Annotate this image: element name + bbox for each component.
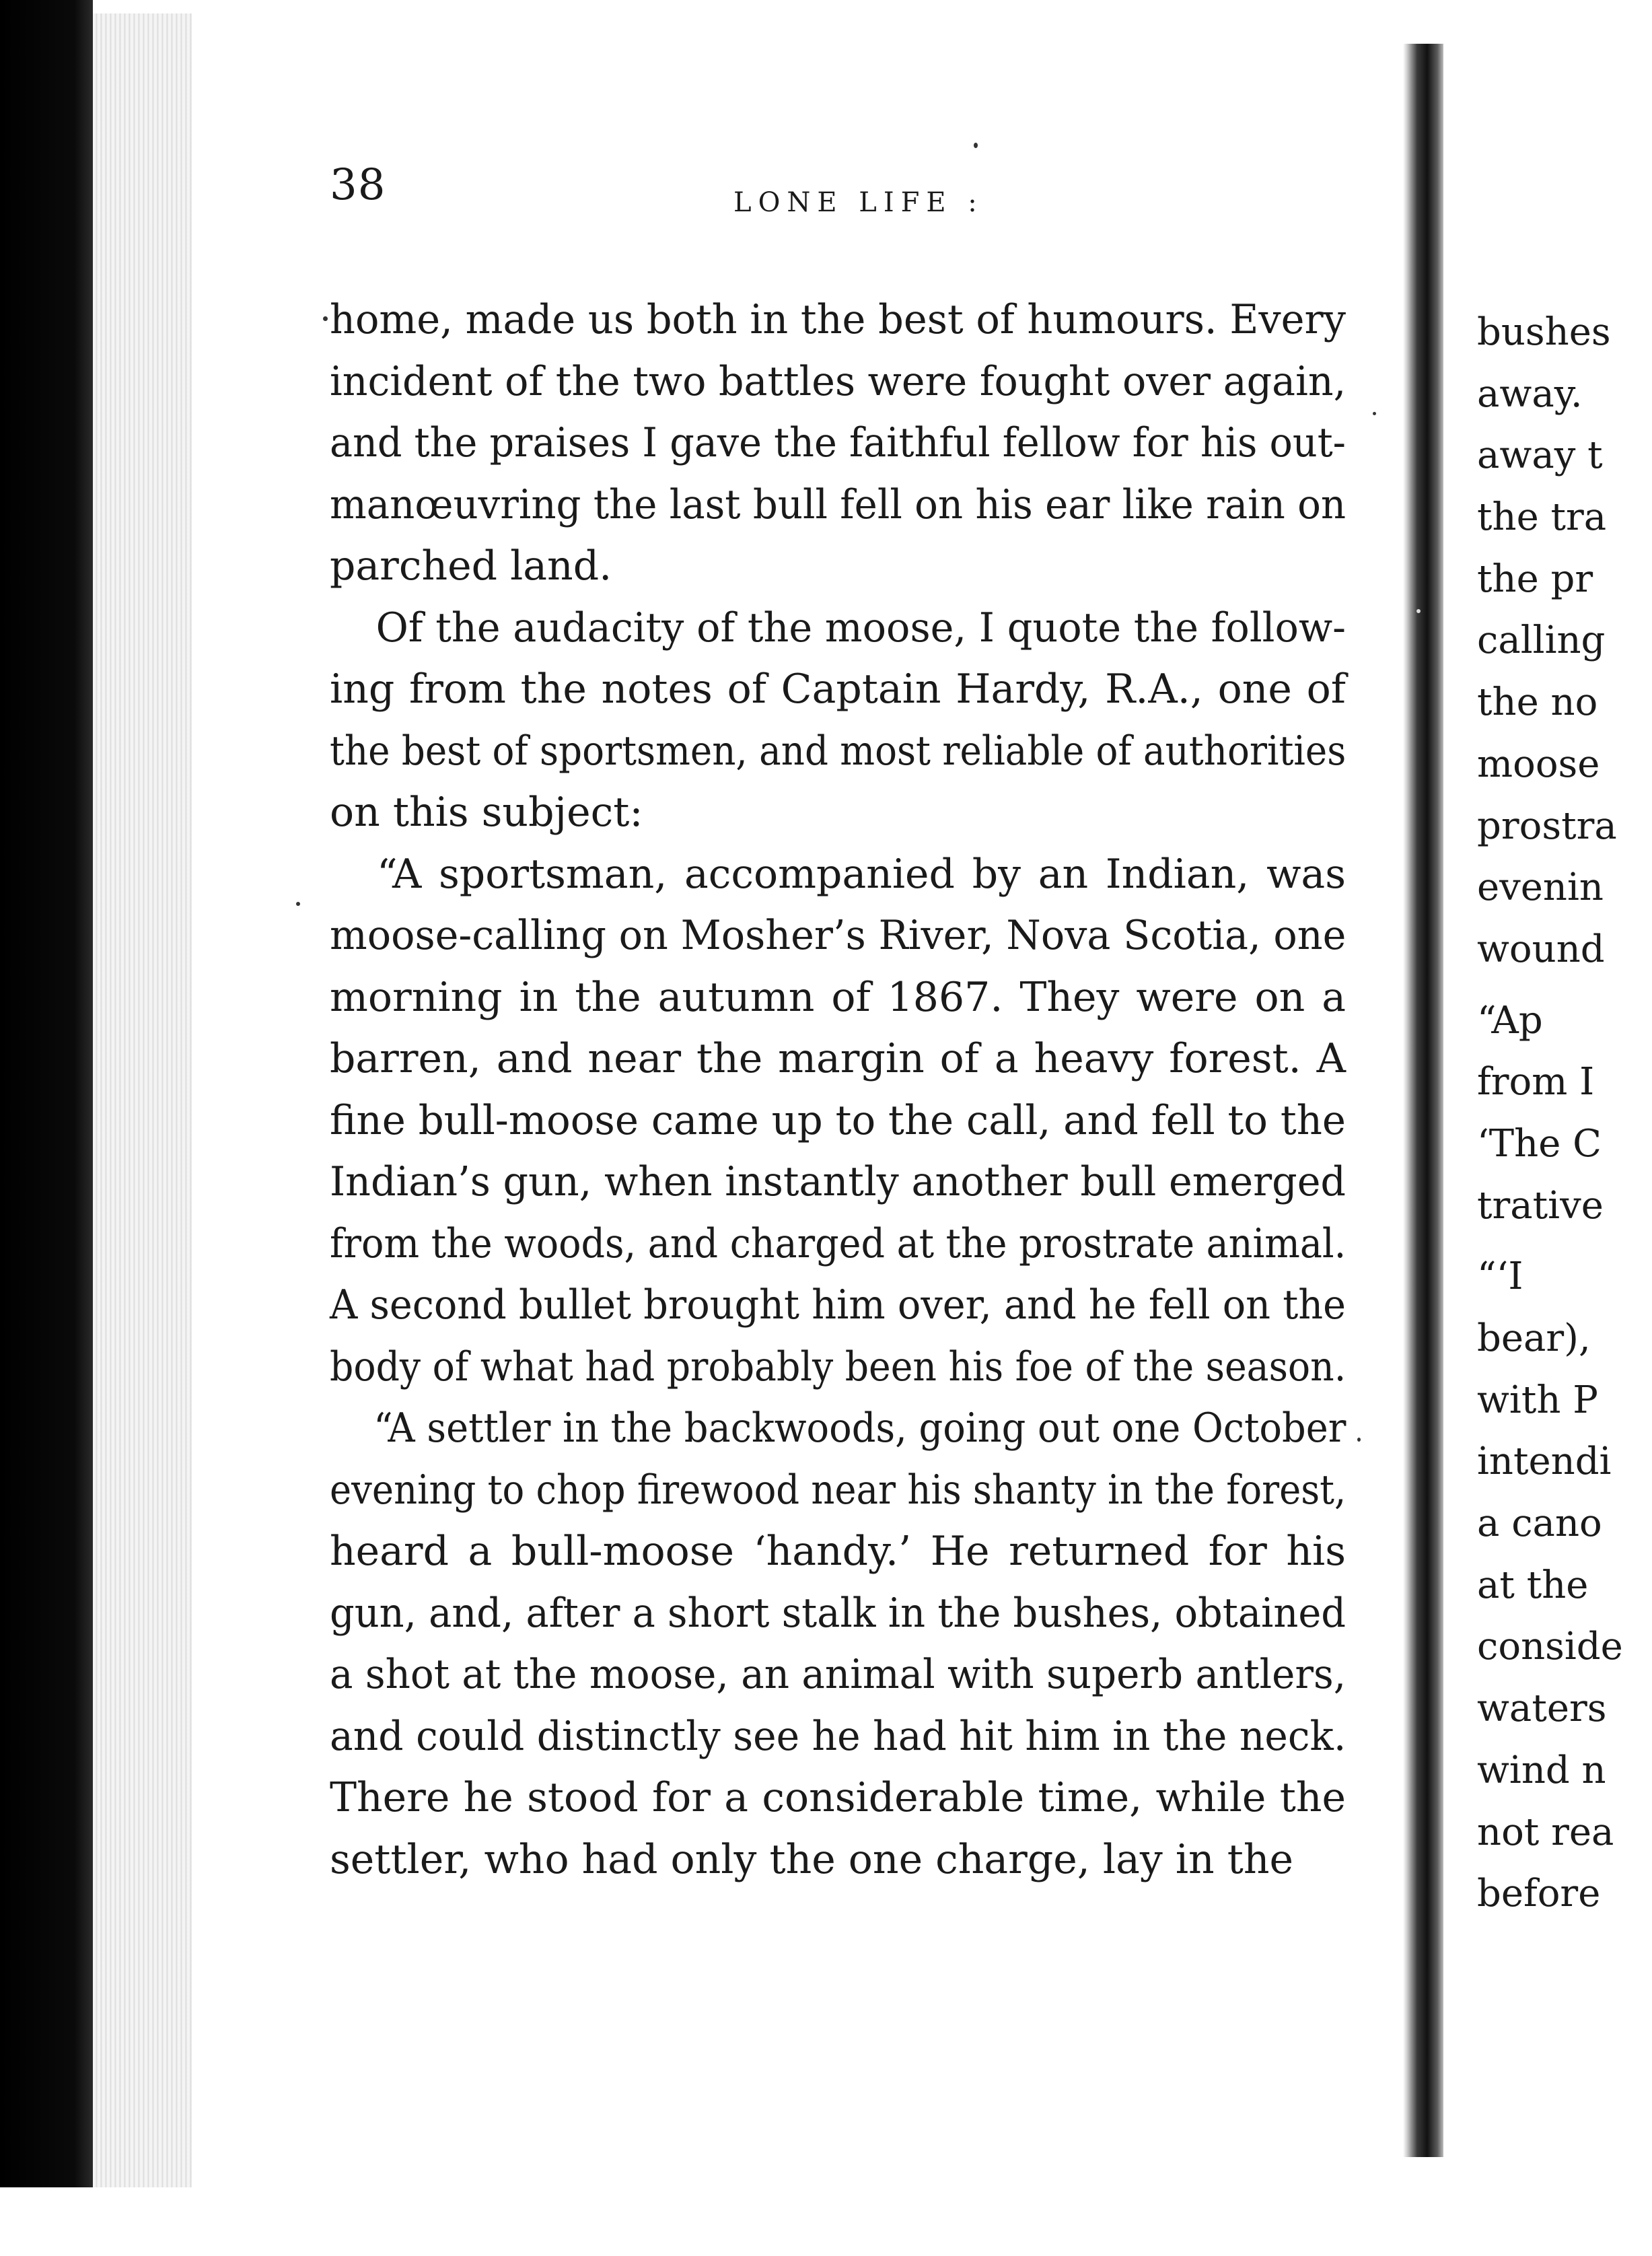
text-line: fine bull-moose came up to the call, and fell to the (330, 1096, 1346, 1144)
facing-text-line: from I (1477, 1060, 1595, 1104)
facing-text-line: intendi (1477, 1440, 1612, 1484)
facing-text-line: bushes (1477, 310, 1611, 354)
text-line: settler, who had only the one charge, lay in the (330, 1835, 1294, 1883)
facing-text-line: conside (1477, 1625, 1623, 1669)
facing-text-line: “Ap (1477, 998, 1543, 1043)
text-line: on this subject: (330, 789, 643, 836)
facing-text-line: away. (1477, 372, 1583, 416)
text-line: “A sportsman, accompanied by an Indian, was (377, 850, 1346, 898)
text-line: gun, and, after a short stalk in the bushes, obtained (330, 1589, 1346, 1637)
facing-text-line: waters (1477, 1687, 1607, 1731)
facing-text-line: away t (1477, 433, 1603, 478)
text-line: body of what had probably been his foe of the season. (330, 1343, 1346, 1390)
text-line: from the woods, and charged at the prostrate animal. (330, 1220, 1346, 1267)
facing-text-line: not rea (1477, 1810, 1614, 1854)
text-line: evening to chop firewood near his shanty in the forest, (330, 1466, 1346, 1514)
facing-text-line: trative (1477, 1183, 1604, 1228)
facing-text-line: bear), (1477, 1316, 1591, 1360)
facing-text-line: prostra (1477, 804, 1617, 848)
facing-text-line: before (1477, 1872, 1601, 1916)
facing-page-text (1477, 302, 1652, 1925)
facing-text-line: the no (1477, 680, 1598, 725)
facing-text-line: moose (1477, 742, 1600, 786)
facing-text-line: “‘I (1477, 1255, 1523, 1299)
text-line: manœuvring the last bull fell on his ear like rain on (330, 481, 1346, 528)
scan-border-bottom (0, 2187, 1596, 2256)
text-line: and the praises I gave the faithful fellow for his out- (330, 419, 1346, 466)
facing-text-line: at the (1477, 1563, 1589, 1607)
facing-text-line: with P (1477, 1378, 1598, 1422)
text-line: morning in the autumn of 1867. They were on a (330, 973, 1346, 1021)
body-text (330, 289, 1346, 1891)
text-line: home, made us both in the best of humours. Every (330, 296, 1346, 343)
text-line: parched land. (330, 542, 612, 590)
facing-text-line: calling (1477, 619, 1606, 663)
text-line: incident of the two battles were fought over again, (330, 357, 1346, 405)
facing-text-line: a cano (1477, 1502, 1602, 1546)
facing-text-line: wound (1477, 927, 1605, 971)
text-line: the best of sportsmen, and most reliable of authorities (330, 727, 1346, 775)
text-line: A second bullet brought him over, and he fell on the (330, 1281, 1346, 1329)
scan-border-left (0, 0, 93, 2256)
text-line: barren, and near the margin of a heavy forest. A (330, 1035, 1346, 1082)
text-line: heard a bull-moose ‘handy.’ He returned for his (330, 1528, 1346, 1575)
book-gutter (1403, 44, 1443, 2157)
text-line: moose-calling on Mosher’s River, Nova Scotia, one (330, 912, 1346, 959)
facing-text-line: wind n (1477, 1748, 1606, 1792)
text-line: and could distinctly see he had hit him in the neck. (330, 1712, 1346, 1760)
text-line: a shot at the moose, an animal with superb antlers, (330, 1651, 1346, 1698)
page-number: 38 (330, 160, 386, 210)
text-line: Indian’s gun, when instantly another bull emerged (330, 1158, 1346, 1205)
text-line: There he stood for a considerable time, while the (330, 1774, 1346, 1821)
facing-text-line: evenin (1477, 866, 1604, 910)
text-line: “A settler in the backwoods, going out one October (373, 1405, 1346, 1452)
facing-text-line: the pr (1477, 557, 1593, 601)
facing-text-line: ‘The C (1477, 1121, 1602, 1166)
facing-text-line: the tra (1477, 495, 1607, 540)
running-head: LONE LIFE : (733, 187, 984, 218)
text-line: Of the audacity of the moose, I quote the follow- (375, 604, 1346, 651)
text-line: ing from the notes of Captain Hardy, R.A., one of (330, 666, 1346, 713)
page-stack-edges (93, 13, 194, 2187)
